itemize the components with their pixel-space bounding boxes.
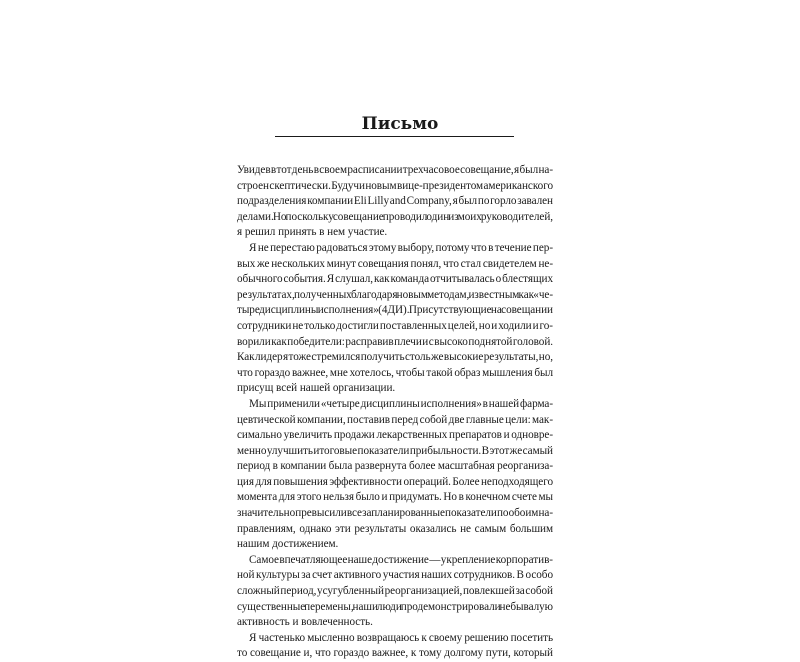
text-line: менно улучшить итоговые показатели прибыльности. В этот же самый bbox=[237, 444, 553, 457]
text-line: Мы применили «четыре дисциплины исполнения» в нашей фарма- bbox=[249, 397, 553, 410]
text-line: существенные перемены, наши люди продемонстрировали небывалую bbox=[237, 600, 553, 613]
text-line: что гораздо важнее, мне хотелось, чтобы такой образ мышления был bbox=[237, 366, 553, 379]
text-line: симально увеличить продажи лекарственных препаратов и одновре- bbox=[237, 429, 553, 442]
text-line: сложный период, усугубленный реорганизацией, повлекшей за собой bbox=[237, 585, 553, 598]
text-line: строен скептически. Будучи новым вице-президентом американского bbox=[237, 179, 553, 192]
title-underline bbox=[275, 136, 514, 137]
text-line: делами. Но поскольку совещание проводил один из моих руководителей, bbox=[237, 210, 553, 223]
text-line: то совещание и, что гораздо важнее, к тому долгому пути, который bbox=[237, 647, 553, 660]
text-line: активность и вовлеченность. bbox=[237, 616, 373, 629]
text-line: вых же нескольких минут совещания понял, что стал свидетелем не- bbox=[237, 257, 553, 270]
text-line: Увидев в тот день в своем расписании трехчасовое совещание, я был на- bbox=[237, 164, 553, 176]
text-line: сотрудники не только достигли поставленных целей, но и ходили и го- bbox=[237, 319, 553, 332]
text-line: ция для повышения эффективности операций. Более неподходящего bbox=[237, 475, 553, 488]
paragraph bbox=[237, 241, 553, 397]
text-line: Я не перестаю радоваться этому выбору, потому что в течение пер- bbox=[249, 241, 553, 254]
text-line: тыре дисциплины исполнения» (4ДИ). Присутствующие на совещании bbox=[237, 304, 553, 317]
text-line: период в компании была развернута более масштабная реорганиза- bbox=[237, 460, 553, 473]
text-line: я решил принять в нем участие. bbox=[237, 226, 388, 239]
text-line: подразделения компании Eli Lilly and Company, я был по горло завален bbox=[237, 195, 553, 208]
text-line: Как лидер я тоже стремился получить столь же высокие результаты, но, bbox=[237, 351, 553, 364]
paragraph bbox=[237, 397, 553, 553]
text-line: момента для этого нельзя было и придумать. Но в конечном счете мы bbox=[237, 491, 553, 504]
paragraph bbox=[237, 631, 553, 662]
text-line: Я частенько мысленно возвращаюсь к своему решению посетить bbox=[249, 631, 553, 644]
text-line: результатах, полученных благодаря новым методам, известным как «че- bbox=[237, 288, 553, 301]
text-line: обычного события. Я слушал, как команда отчитывалась о блестящих bbox=[237, 273, 553, 286]
body-text bbox=[237, 163, 553, 662]
text-line: ворили как победители: расправив плечи и с высоко поднятой головой. bbox=[237, 335, 553, 348]
text-line: ной культуры за счет активного участия наших сотрудников. В особо bbox=[237, 569, 553, 582]
text-line: Самое впечатляющее наше достижение — укрепление корпоратив- bbox=[249, 553, 553, 566]
chapter-title: Письмо bbox=[361, 114, 439, 134]
text-line: значительно превысили все запланированные показатели по обоим на- bbox=[237, 507, 553, 520]
paragraph bbox=[237, 163, 553, 241]
paragraph bbox=[237, 553, 553, 631]
text-line: цевтической компании, поставив перед собой две главные цели: мак- bbox=[237, 413, 553, 426]
text-line: правлениям, однако эти результаты оказались не самым большим bbox=[237, 522, 553, 535]
text-line: присущ всей нашей организации. bbox=[237, 382, 396, 395]
text-line: нашим достижением. bbox=[237, 538, 339, 551]
